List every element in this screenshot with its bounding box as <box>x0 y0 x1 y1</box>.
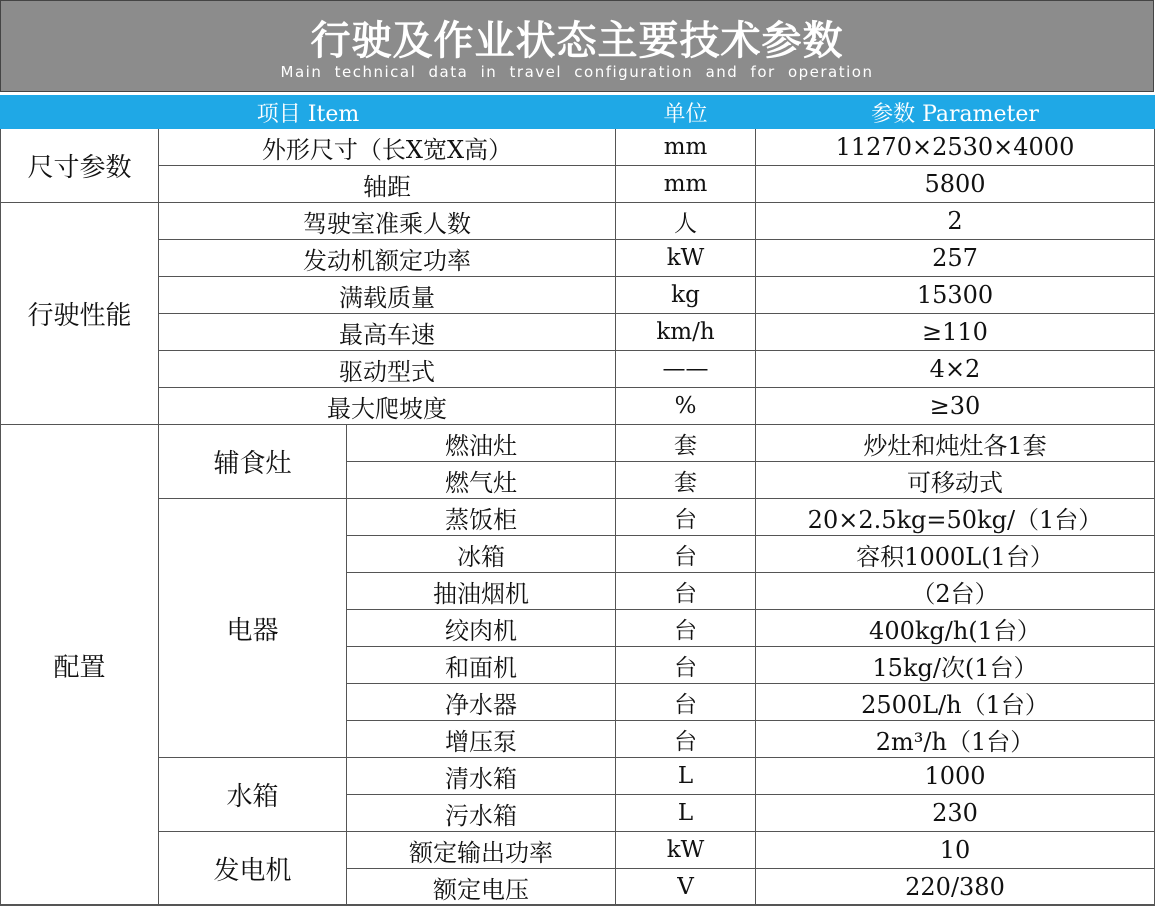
item-cell: 抽油烟机 <box>347 573 616 610</box>
value-cell: 15300 <box>756 277 1155 314</box>
item-cell: 污水箱 <box>347 795 616 832</box>
table-row <box>1 758 1155 795</box>
item-cell: 最大爬坡度 <box>159 388 616 425</box>
unit-cell: 套 <box>616 425 756 462</box>
unit-cell: km/h <box>616 314 756 351</box>
subgroup-label-appliance: 电器 <box>159 499 347 758</box>
unit-cell: kW <box>616 832 756 869</box>
table-row <box>1 499 1155 536</box>
unit-cell: mm <box>616 129 756 166</box>
subgroup-label-stove: 辅食灶 <box>159 425 347 499</box>
table-row <box>1 388 1155 425</box>
value-cell: 220/380 <box>756 869 1155 906</box>
unit-cell: kW <box>616 240 756 277</box>
unit-cell: 台 <box>616 610 756 647</box>
value-cell: 400kg/h(1台） <box>756 610 1155 647</box>
value-cell: （2台） <box>756 573 1155 610</box>
value-cell: 4×2 <box>756 351 1155 388</box>
value-cell: 容积1000L(1台） <box>756 536 1155 573</box>
spec-table <box>0 95 1155 906</box>
column-header-item: 项目 Item <box>1 96 616 129</box>
unit-cell: 台 <box>616 536 756 573</box>
item-cell: 外形尺寸（长X宽X高） <box>159 129 616 166</box>
page-subtitle: Main technical data in travel configuration and for operation <box>280 63 874 81</box>
group-label-config: 配置 <box>1 425 159 906</box>
table-row <box>1 203 1155 240</box>
unit-cell: 人 <box>616 203 756 240</box>
group-label-size: 尺寸参数 <box>1 129 159 203</box>
value-cell: 11270×2530×4000 <box>756 129 1155 166</box>
item-cell: 燃油灶 <box>347 425 616 462</box>
item-cell: 增压泵 <box>347 721 616 758</box>
table-row <box>1 314 1155 351</box>
group-label-drive: 行驶性能 <box>1 203 159 425</box>
unit-cell: L <box>616 795 756 832</box>
subgroup-label-tank: 水箱 <box>159 758 347 832</box>
item-cell: 额定输出功率 <box>347 832 616 869</box>
item-cell: 轴距 <box>159 166 616 203</box>
column-header-unit: 单位 <box>616 96 756 129</box>
value-cell: 257 <box>756 240 1155 277</box>
item-cell: 冰箱 <box>347 536 616 573</box>
table-row <box>1 129 1155 166</box>
item-cell: 绞肉机 <box>347 610 616 647</box>
item-cell: 清水箱 <box>347 758 616 795</box>
value-cell: ≥30 <box>756 388 1155 425</box>
table-row <box>1 832 1155 869</box>
unit-cell: kg <box>616 277 756 314</box>
value-cell: 可移动式 <box>756 462 1155 499</box>
value-cell: 2m³/h（1台） <box>756 721 1155 758</box>
value-cell: 2500L/h（1台） <box>756 684 1155 721</box>
value-cell: 1000 <box>756 758 1155 795</box>
value-cell: 20×2.5kg=50kg/（1台） <box>756 499 1155 536</box>
unit-cell: —— <box>616 351 756 388</box>
value-cell: 15kg/次(1台） <box>756 647 1155 684</box>
item-cell: 蒸饭柜 <box>347 499 616 536</box>
value-cell: 炒灶和炖灶各1套 <box>756 425 1155 462</box>
table-row <box>1 240 1155 277</box>
unit-cell: 台 <box>616 573 756 610</box>
unit-cell: % <box>616 388 756 425</box>
item-cell: 满载质量 <box>159 277 616 314</box>
value-cell: 2 <box>756 203 1155 240</box>
value-cell: 5800 <box>756 166 1155 203</box>
unit-cell: L <box>616 758 756 795</box>
item-cell: 和面机 <box>347 647 616 684</box>
unit-cell: 台 <box>616 499 756 536</box>
item-cell: 额定电压 <box>347 869 616 906</box>
value-cell: 230 <box>756 795 1155 832</box>
item-cell: 最高车速 <box>159 314 616 351</box>
bottom-divider <box>0 904 1154 906</box>
item-cell: 驾驶室准乘人数 <box>159 203 616 240</box>
table-row <box>1 425 1155 462</box>
unit-cell: mm <box>616 166 756 203</box>
item-cell: 净水器 <box>347 684 616 721</box>
table-row <box>1 351 1155 388</box>
unit-cell: 套 <box>616 462 756 499</box>
unit-cell: 台 <box>616 684 756 721</box>
table-header-row <box>1 96 1155 129</box>
page-title: 行驶及作业状态主要技术参数 <box>310 18 844 64</box>
table-row <box>1 277 1155 314</box>
column-header-parameter: 参数 Parameter <box>756 96 1155 129</box>
unit-cell: V <box>616 869 756 906</box>
item-cell: 发动机额定功率 <box>159 240 616 277</box>
value-cell: ≥110 <box>756 314 1155 351</box>
item-cell: 驱动型式 <box>159 351 616 388</box>
value-cell: 10 <box>756 832 1155 869</box>
unit-cell: 台 <box>616 647 756 684</box>
unit-cell: 台 <box>616 721 756 758</box>
table-row <box>1 166 1155 203</box>
subgroup-label-generator: 发电机 <box>159 832 347 906</box>
title-banner <box>0 0 1154 92</box>
item-cell: 燃气灶 <box>347 462 616 499</box>
